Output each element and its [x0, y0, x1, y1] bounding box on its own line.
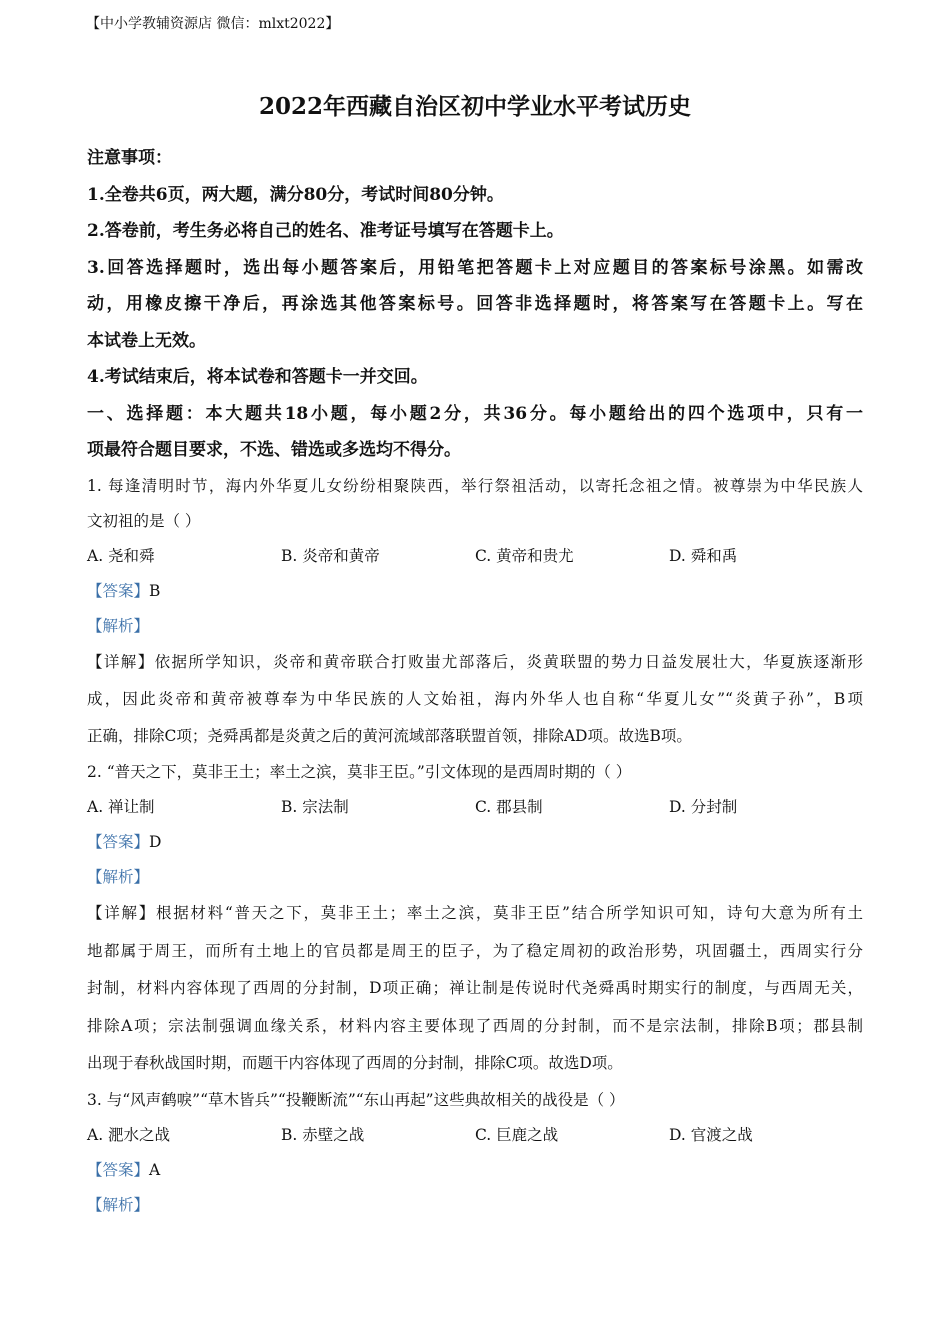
analysis-tag: 【解析】 [87, 868, 150, 887]
option-c: C. 黄帝和贵尤 [475, 546, 574, 565]
options-row [87, 539, 863, 574]
question-2 [87, 755, 863, 1083]
exam-content [87, 140, 863, 1223]
answer-value: D [149, 833, 162, 852]
answer-value: B [149, 581, 161, 600]
question-1 [87, 469, 863, 756]
option-d: D. 舜和禹 [669, 546, 738, 565]
notice-line: 本试卷上无效。 [87, 330, 206, 351]
question-stem: 文初祖的是（ ） [87, 511, 201, 530]
question-stem: 2. “普天之下，莫非王土；率土之滨，莫非王臣。”引文体现的是西周时期的（ ） [87, 763, 632, 782]
detail-line [87, 644, 863, 681]
notice-line: 4.考试结束后，将本试卷和答题卡一并交回。 [87, 367, 428, 387]
option-a: A. 淝水之战 [87, 1125, 171, 1144]
question-3 [87, 1083, 863, 1223]
section-heading: 项最符合题目要求，不选、错选或多选均不得分。 [87, 440, 461, 460]
notice-line: 2.答卷前，考生务必将自己的姓名、准考证号填写在答题卡上。 [87, 221, 564, 241]
option-b: B. 赤壁之战 [281, 1125, 365, 1144]
notice-line: 1.全卷共6页，两大题，满分80分，考试时间80分钟。 [87, 184, 504, 205]
detail-text: 依据所学知识，炎帝和黄帝联合打败蚩尤部落后，炎黄联盟的势力日益发展壮大，华夏族逐渐形 [154, 652, 863, 671]
analysis-tag: 【解析】 [87, 1195, 150, 1214]
detail-tag: 【详解】 [87, 652, 155, 671]
detail-text: 根据材料“普天之下，莫非王土；率土之滨，莫非王臣”结合所学知识可知，诗句大意为所有土 [155, 904, 863, 923]
detail-line: 成，因此炎帝和黄帝被尊奉为中华民族的人文始祖，海内外华人也自称“华夏儿女”“炎黄子孙”，B项 [87, 689, 863, 708]
section-heading: 一、选择题：本大题共18小题，每小题2分，共36分。每小题给出的四个选项中，只有一 [87, 403, 863, 424]
answer-value: A [149, 1160, 161, 1179]
answer-tag: 【答案】 [87, 833, 150, 852]
option-c: C. 巨鹿之战 [475, 1125, 559, 1144]
detail-line: 排除A项；宗法制强调血缘关系，材料内容主要体现了西周的分封制，而不是宗法制，排除B项；郡县制 [87, 1016, 863, 1035]
detail-tag: 【详解】 [87, 904, 156, 923]
answer-tag: 【答案】 [87, 1160, 150, 1179]
question-stem: 3. 与“风声鹤唳”“草木皆兵”“投鞭断流”“东山再起”这些典故相关的战役是（ ） [87, 1090, 625, 1109]
answer-line [87, 1153, 863, 1188]
detail-line [87, 895, 863, 933]
notice-heading: 注意事项： [87, 148, 172, 168]
notice-line: 3.回答选择题时，选出每小题答案后，用铅笔把答题卡上对应题目的答案标号涂黑。如需改 [87, 257, 863, 278]
options-row [87, 1118, 863, 1153]
answer-line [87, 825, 863, 860]
option-a: A. 尧和舜 [87, 546, 155, 565]
option-d: D. 官渡之战 [669, 1125, 753, 1144]
question-stem: 1. 每逢清明时节，海内外华夏儿女纷纷相聚陕西，举行祭祖活动，以寄托念祖之情。被尊崇为中华民族人 [87, 476, 863, 495]
header-note: 【中小学教辅资源店 微信：mlxt2022】 [86, 16, 340, 32]
option-b: B. 炎帝和黄帝 [281, 546, 380, 565]
notice-line: 动，用橡皮擦干净后，再涂选其他答案标号。回答非选择题时，将答案写在答题卡上。写在 [87, 294, 863, 314]
option-c: C. 郡县制 [475, 798, 543, 817]
page-title: 2022年西藏自治区初中学业水平考试历史 [258, 93, 691, 120]
detail-line: 地都属于周王，而所有土地上的官员都是周王的臣子，为了稳定周初的政治形势，巩固疆土，西周实行分 [87, 941, 863, 960]
answer-line [87, 574, 863, 609]
options-row [87, 790, 863, 825]
option-b: B. 宗法制 [281, 798, 349, 817]
detail-line: 封制，材料内容体现了西周的分封制，D项正确；禅让制是传说时代尧舜禹时期实行的制度，与西周无关， [87, 979, 863, 998]
detail-line: 出现于春秋战国时期，而题干内容体现了西周的分封制，排除C项。故选D项。 [87, 1054, 623, 1073]
answer-tag: 【答案】 [87, 581, 150, 600]
detail-line: 正确，排除C项；尧舜禹都是炎黄之后的黄河流域部落联盟首领，排除AD项。故选B项。 [87, 726, 692, 745]
analysis-tag: 【解析】 [87, 616, 150, 635]
option-a: A. 禅让制 [87, 798, 155, 817]
option-d: D. 分封制 [669, 798, 738, 817]
